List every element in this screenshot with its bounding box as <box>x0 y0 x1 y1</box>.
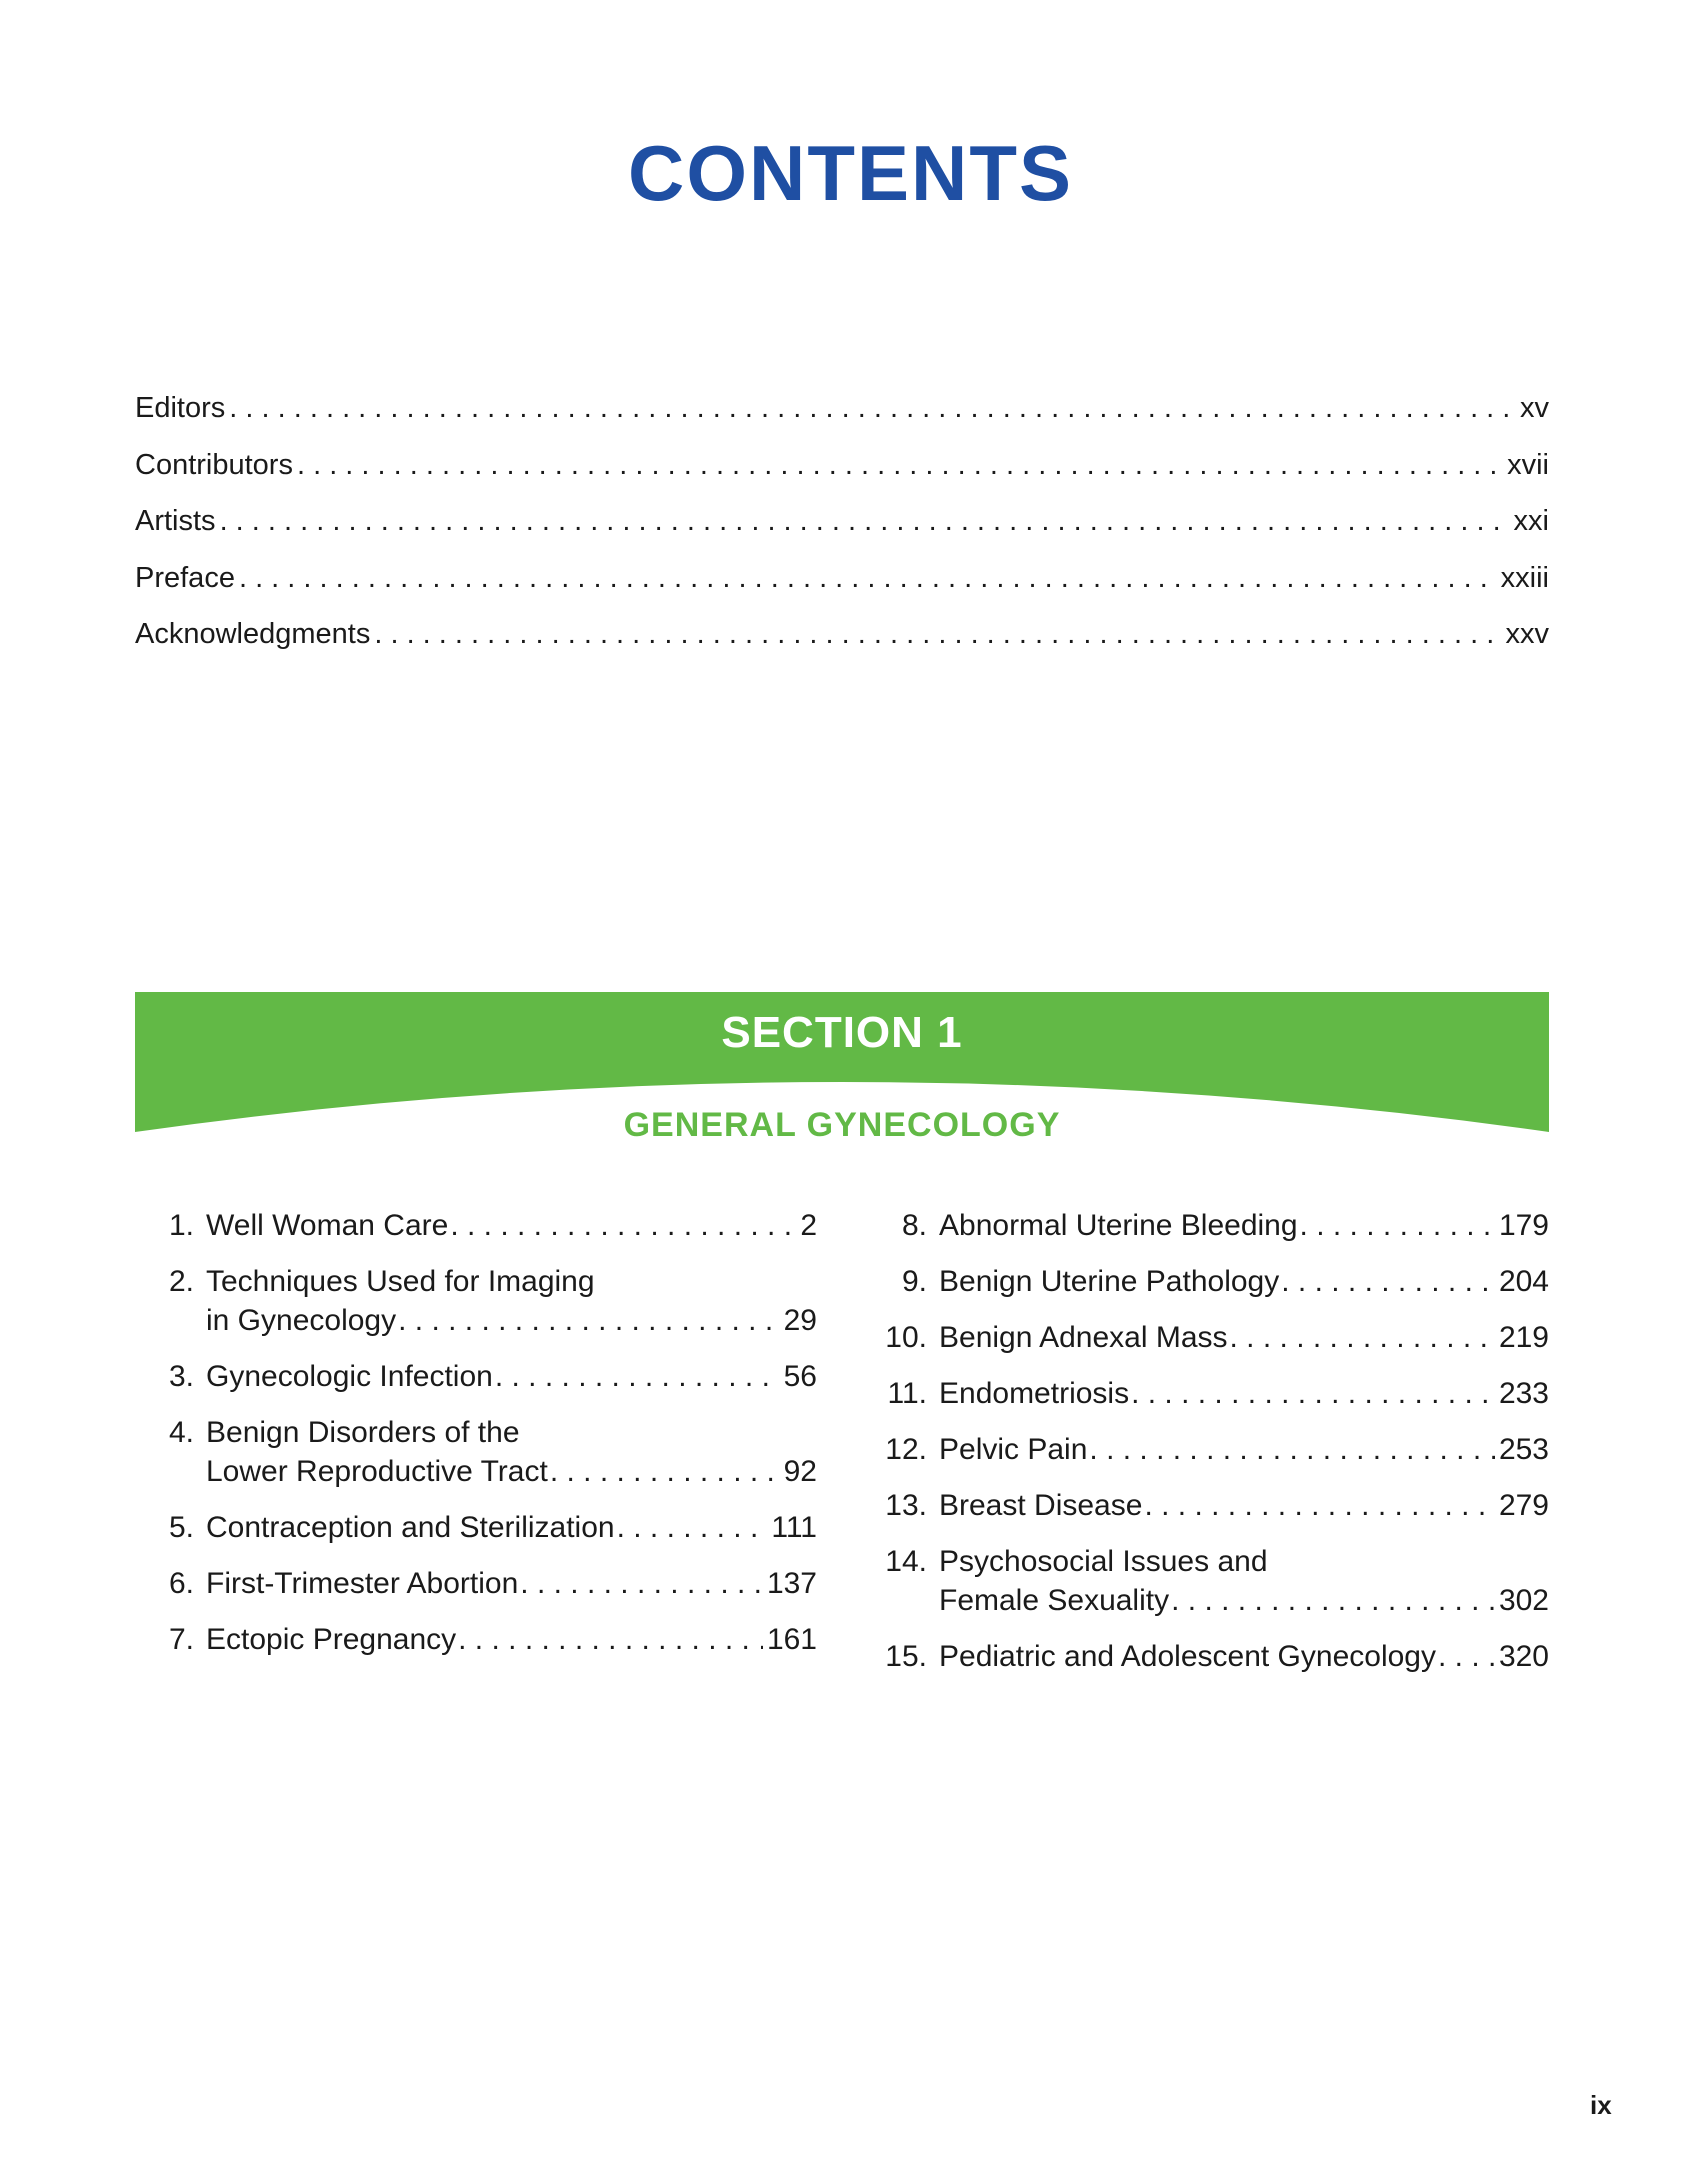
chapter-title <box>206 1620 817 1659</box>
toc-entry-label: Acknowledgments <box>135 618 371 650</box>
chapter-number: 15. <box>885 1640 927 1673</box>
chapter-number: 8. <box>901 1209 927 1242</box>
dot-leader <box>398 1301 780 1340</box>
chapter-number: 5. <box>168 1511 194 1544</box>
chapter-title-line <box>206 1357 817 1396</box>
chapter-entry[interactable] <box>868 1430 1549 1469</box>
dot-leader <box>550 1452 780 1491</box>
chapter-title-line <box>206 1206 817 1245</box>
chapter-title <box>206 1206 817 1245</box>
chapter-number: 12. <box>885 1433 927 1466</box>
dot-leader <box>1438 1637 1495 1676</box>
chapter-page: 204 <box>1498 1265 1549 1298</box>
chapter-title-text: Benign Disorders of the <box>206 1416 520 1449</box>
chapter-title-line <box>939 1374 1549 1413</box>
dot-leader <box>220 505 1506 538</box>
chapter-entry[interactable] <box>148 1564 817 1603</box>
chapter-list-right <box>868 1206 1549 1693</box>
dot-leader <box>297 449 1499 482</box>
toc-entry-page: xv <box>1520 392 1549 424</box>
section-subtitle: GENERAL GYNECOLOGY <box>623 1106 1061 1144</box>
chapter-title-text: Breast Disease <box>939 1489 1143 1522</box>
chapter-title-line <box>939 1637 1549 1676</box>
dot-leader <box>1230 1318 1495 1357</box>
dot-leader <box>1171 1581 1495 1620</box>
chapter-number: 4. <box>168 1416 194 1449</box>
chapter-title <box>939 1374 1549 1413</box>
chapter-entry[interactable] <box>868 1206 1549 1245</box>
toc-entry-page: xxiii <box>1500 561 1549 594</box>
chapter-title-text: Benign Uterine Pathology <box>939 1265 1280 1298</box>
chapter-number: 1. <box>168 1209 194 1242</box>
chapter-title-text: Techniques Used for Imaging <box>206 1265 595 1298</box>
chapter-title <box>939 1637 1549 1676</box>
chapter-page: 302 <box>1498 1584 1549 1617</box>
chapter-page: 111 <box>771 1511 817 1544</box>
chapter-page: 29 <box>783 1304 817 1337</box>
toc-entry-page: xxv <box>1505 618 1549 650</box>
toc-entry-acknowledgments[interactable] <box>135 618 1549 675</box>
chapter-page: 137 <box>766 1567 817 1600</box>
chapter-title-text: in Gynecology <box>206 1304 397 1337</box>
chapter-title-text: Endometriosis <box>939 1377 1130 1410</box>
chapter-title <box>206 1413 817 1491</box>
chapter-page: 92 <box>783 1455 817 1488</box>
toc-entry-contributors[interactable] <box>135 449 1549 506</box>
chapter-page: 179 <box>1498 1209 1549 1242</box>
chapter-entry[interactable] <box>148 1413 817 1491</box>
chapter-entry[interactable] <box>868 1486 1549 1525</box>
chapter-entry[interactable] <box>868 1318 1549 1357</box>
chapter-title <box>939 1262 1549 1301</box>
chapter-page: 233 <box>1498 1377 1549 1410</box>
dot-leader <box>458 1620 763 1659</box>
chapter-title-line <box>939 1206 1549 1245</box>
chapter-title-line <box>206 1508 817 1547</box>
chapter-number: 11. <box>887 1377 927 1410</box>
chapter-number: 9. <box>901 1265 927 1298</box>
dot-leader <box>374 618 1497 651</box>
chapter-title-line <box>939 1581 1549 1620</box>
chapter-title-text: Psychosocial Issues and <box>939 1545 1268 1578</box>
chapter-title-text: First-Trimester Abortion <box>206 1567 519 1600</box>
chapter-page: 2 <box>800 1209 817 1242</box>
chapter-entry[interactable] <box>868 1262 1549 1301</box>
chapter-page: 253 <box>1498 1433 1549 1466</box>
chapter-number: 7. <box>168 1623 194 1656</box>
chapter-number: 3. <box>168 1360 194 1393</box>
chapter-entry[interactable] <box>148 1508 817 1547</box>
chapter-title-text: Ectopic Pregnancy <box>206 1623 457 1656</box>
front-matter-list <box>135 392 1549 675</box>
chapter-title-line <box>206 1620 817 1659</box>
chapter-title <box>939 1430 1549 1469</box>
chapter-title <box>206 1357 817 1396</box>
chapter-title-text: Gynecologic Infection <box>206 1360 493 1393</box>
toc-entry-editors[interactable] <box>135 392 1549 449</box>
chapter-entry[interactable] <box>148 1262 817 1340</box>
chapter-title-line <box>206 1301 817 1340</box>
chapter-title-text: Female Sexuality <box>939 1584 1170 1617</box>
dot-leader <box>450 1206 796 1245</box>
chapter-entry[interactable] <box>148 1357 817 1396</box>
dot-leader <box>1300 1206 1495 1245</box>
chapter-title-line <box>939 1262 1549 1301</box>
chapter-title <box>939 1542 1549 1620</box>
chapter-title <box>939 1206 1549 1245</box>
chapter-title <box>939 1318 1549 1357</box>
chapter-page: 320 <box>1498 1640 1549 1673</box>
dot-leader <box>1131 1374 1495 1413</box>
chapter-number: 13. <box>885 1489 927 1522</box>
dot-leader <box>617 1508 768 1547</box>
chapter-list-left <box>148 1206 817 1676</box>
chapter-number: 6. <box>168 1567 194 1600</box>
chapter-entry[interactable] <box>148 1206 817 1245</box>
dot-leader <box>1144 1486 1495 1525</box>
chapter-title-text: Abnormal Uterine Bleeding <box>939 1209 1298 1242</box>
chapter-title <box>939 1486 1549 1525</box>
chapter-title <box>206 1262 817 1340</box>
chapter-title-line <box>206 1452 817 1491</box>
chapter-title <box>206 1508 817 1547</box>
dot-leader <box>520 1564 763 1603</box>
chapter-entry[interactable] <box>868 1374 1549 1413</box>
chapter-title-text: Lower Reproductive Tract <box>206 1455 548 1488</box>
chapter-title-text: Pelvic Pain <box>939 1433 1088 1466</box>
section-label: SECTION 1 <box>721 1008 963 1057</box>
chapter-title-text: Well Woman Care <box>206 1209 449 1242</box>
toc-entry-page: xvii <box>1507 448 1549 481</box>
chapter-title-line <box>206 1262 817 1301</box>
chapter-title-text: Benign Adnexal Mass <box>939 1321 1228 1354</box>
toc-entry-label: Preface <box>135 561 235 594</box>
chapter-title-line <box>939 1486 1549 1525</box>
chapter-entry[interactable] <box>868 1637 1549 1676</box>
chapter-title-text: Contraception and Sterilization <box>206 1511 615 1544</box>
chapter-page: 219 <box>1498 1321 1549 1354</box>
dot-leader <box>495 1357 780 1396</box>
toc-entry-label: Editors <box>135 392 226 424</box>
chapter-title-line <box>939 1542 1549 1581</box>
toc-entry-label: Contributors <box>135 448 293 481</box>
chapter-title-text: Pediatric and Adolescent Gynecology <box>939 1640 1436 1673</box>
chapter-number: 14. <box>885 1545 927 1578</box>
dot-leader <box>1089 1430 1495 1469</box>
dot-leader <box>239 562 1493 595</box>
chapter-page: 161 <box>766 1623 817 1656</box>
toc-entry-page: xxi <box>1513 505 1549 537</box>
toc-entry-label: Artists <box>135 505 216 537</box>
toc-entry-artists[interactable] <box>135 505 1549 562</box>
chapter-number: 2. <box>168 1265 194 1298</box>
chapter-page: 56 <box>783 1360 817 1393</box>
chapter-page: 279 <box>1498 1489 1549 1522</box>
chapter-number: 10. <box>885 1321 927 1354</box>
page-title: CONTENTS <box>628 129 1073 217</box>
chapter-title-line <box>939 1318 1549 1357</box>
chapter-title-line <box>206 1564 817 1603</box>
chapter-entry[interactable] <box>868 1542 1549 1620</box>
dot-leader <box>1281 1262 1495 1301</box>
chapter-entry[interactable] <box>148 1620 817 1659</box>
toc-entry-preface[interactable] <box>135 562 1549 619</box>
page-number: ix <box>1590 2090 1612 2120</box>
dot-leader <box>229 392 1512 425</box>
chapter-title-line <box>206 1413 817 1452</box>
chapter-title-line <box>939 1430 1549 1469</box>
chapter-title <box>206 1564 817 1603</box>
